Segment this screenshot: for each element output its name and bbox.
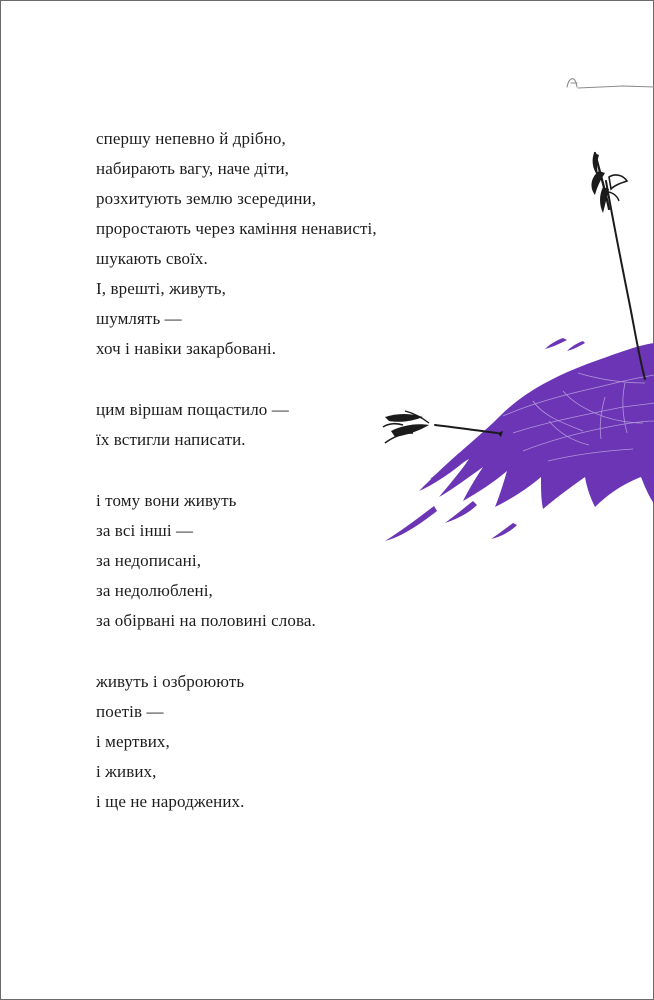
poem-line: за всі інші — [96,521,194,540]
poem-line: шукають своїх. [96,249,208,268]
poem-line: і тому вони живуть [96,491,237,510]
poem-line: і ще не народжених. [96,792,245,811]
poem-line: проростають через каміння ненависті, [96,219,377,238]
sketch-line [567,79,654,88]
poem-line: і живих, [96,762,157,781]
poem-line: і мертвих, [96,732,170,751]
poem-line: за недописані, [96,551,202,570]
poem-line: за обірвані на половині слова. [96,611,316,630]
poem-line: поетів — [96,702,164,721]
poem-line: хоч і навіки закарбовані. [96,339,277,358]
poem-line: І, врешті, живуть, [96,279,226,298]
poem-line: шумлять — [96,309,182,328]
poem-line: спершу непевно й дрібно, [96,129,286,148]
upright-arrow [592,153,645,379]
poem-line: розхитують землю зсередини, [96,189,317,208]
poem-line: живуть і озброюють [96,672,245,691]
poem-line: за недолюблені, [96,581,213,600]
poem-line: набирають вагу, наче діти, [96,159,290,178]
stanza-break [96,636,436,667]
illustration [373,61,654,561]
purple-paint-mound [385,338,654,541]
poem-line: цим віршам пощастило — [96,400,289,419]
stanza-4 [96,667,436,817]
poem-line: їх встигли написати. [96,430,246,449]
